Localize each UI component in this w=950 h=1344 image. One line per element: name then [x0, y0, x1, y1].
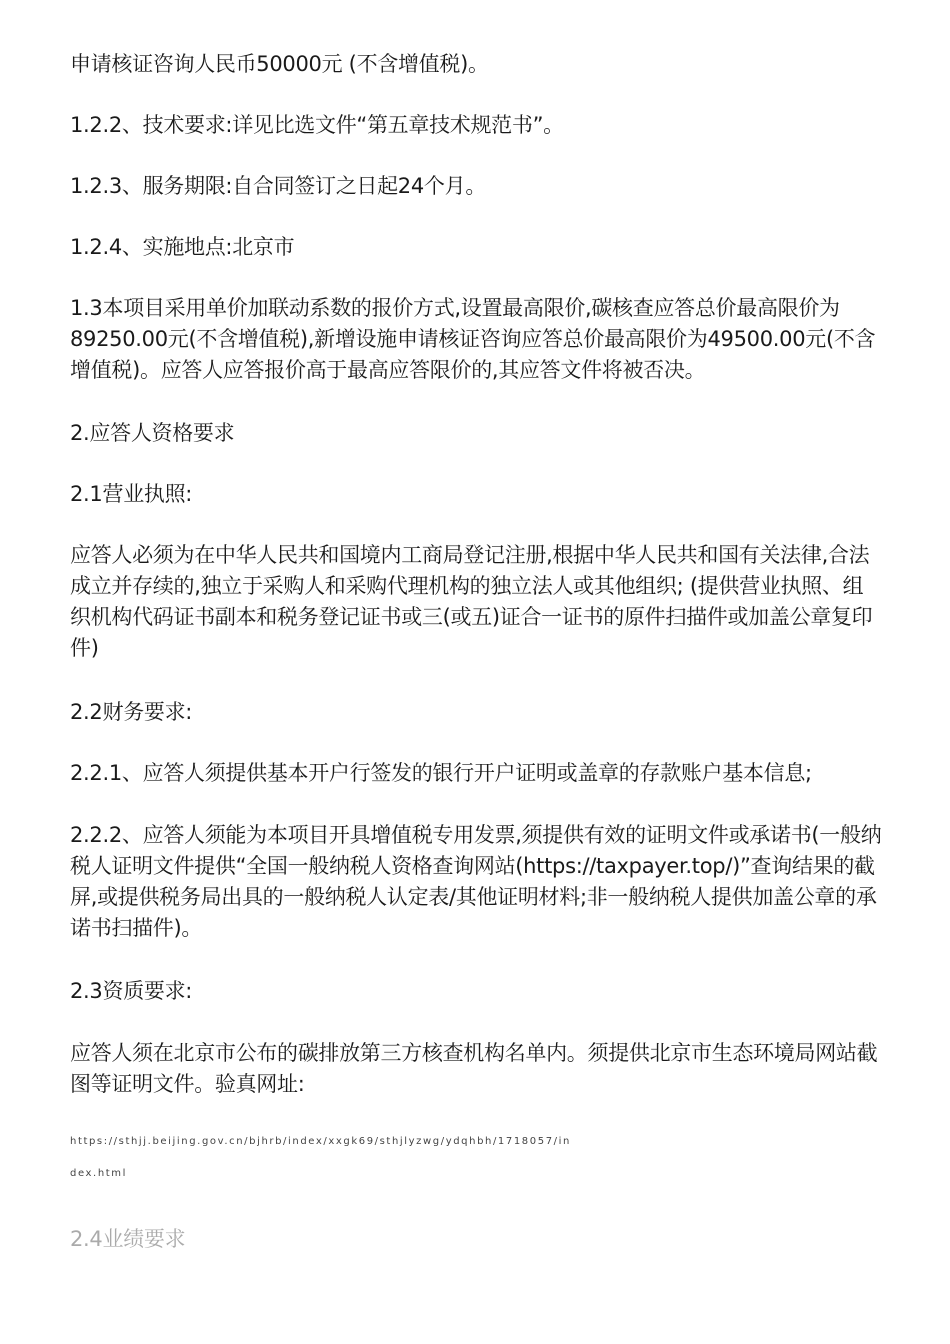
- heading-2-4: [70, 1224, 882, 1255]
- heading-2-1: 2.1营业执照:: [70, 482, 193, 506]
- verification-url-line-2: dex.html: [70, 1168, 127, 1179]
- paragraph-1-2-4: 1.2.4、实施地点:北京市: [70, 235, 295, 259]
- paragraph-consult-price: 申请核证咨询人民币50000元 (不含增值税)。: [70, 52, 489, 76]
- verification-url-line-1: https://sthjj.beijing.gov.cn/bjhrb/index/xxgk69/sthjlyzwg/ydqhbh/1718057/in: [70, 1136, 571, 1147]
- heading-2-2: 2.2财务要求:: [70, 700, 193, 724]
- heading-2-3: 2.3资质要求:: [70, 979, 193, 1003]
- paragraph-1-2-3: 1.2.3、服务期限:自合同签订之日起24个月。: [70, 174, 487, 198]
- paragraph-2-3-body: 应答人须在北京市公布的碳排放第三方核查机构名单内。须提供北京市生态环境局网站截图等证明文件。验真网址:: [70, 1041, 878, 1096]
- heading-2: 2.应答人资格要求: [70, 421, 235, 445]
- paragraph-1-2-2: 1.2.2、技术要求:详见比选文件“第五章技术规范书”。: [70, 113, 564, 137]
- paragraph-2-1-body: 应答人必须为在中华人民共和国境内工商局登记注册,根据中华人民共和国有关法律,合法成立并存续的,独立于采购人和采购代理机构的独立法人或其他组织; (提供营业执照、组织机构代码证书副本和税务登记证书或三(或五)证合一证书的原件扫描件或加盖公章复印件): [70, 543, 873, 660]
- heading-2-4-text: 2.4业绩要求: [70, 1227, 186, 1251]
- paragraph-2-2-1: 2.2.1、应答人须提供基本开户行签发的银行开户证明或盖章的存款账户基本信息;: [70, 761, 812, 785]
- paragraph-2-2-2: 2.2.2、应答人须能为本项目开具增值税专用发票,须提供有效的证明文件或承诺书(一般纳税人证明文件提供“全国一般纳税人资格查询网站(https://taxpayer.top/)”查询结果的截屏,或提供税务局出具的一般纳税人认定表/其他证明材料;非一般纳税人提供加盖公章的承诺书扫描件)。: [70, 823, 882, 940]
- paragraph-1-3: 1.3本项目采用单价加联动系数的报价方式,设置最高限价,碳核查应答总价最高限价为89250.00元(不含增值税),新增设施申请核证咨询应答总价最高限价为49500.00元(不含增值税)。应答人应答报价高于最高应答限价的,其应答文件将被否决。: [70, 296, 876, 382]
